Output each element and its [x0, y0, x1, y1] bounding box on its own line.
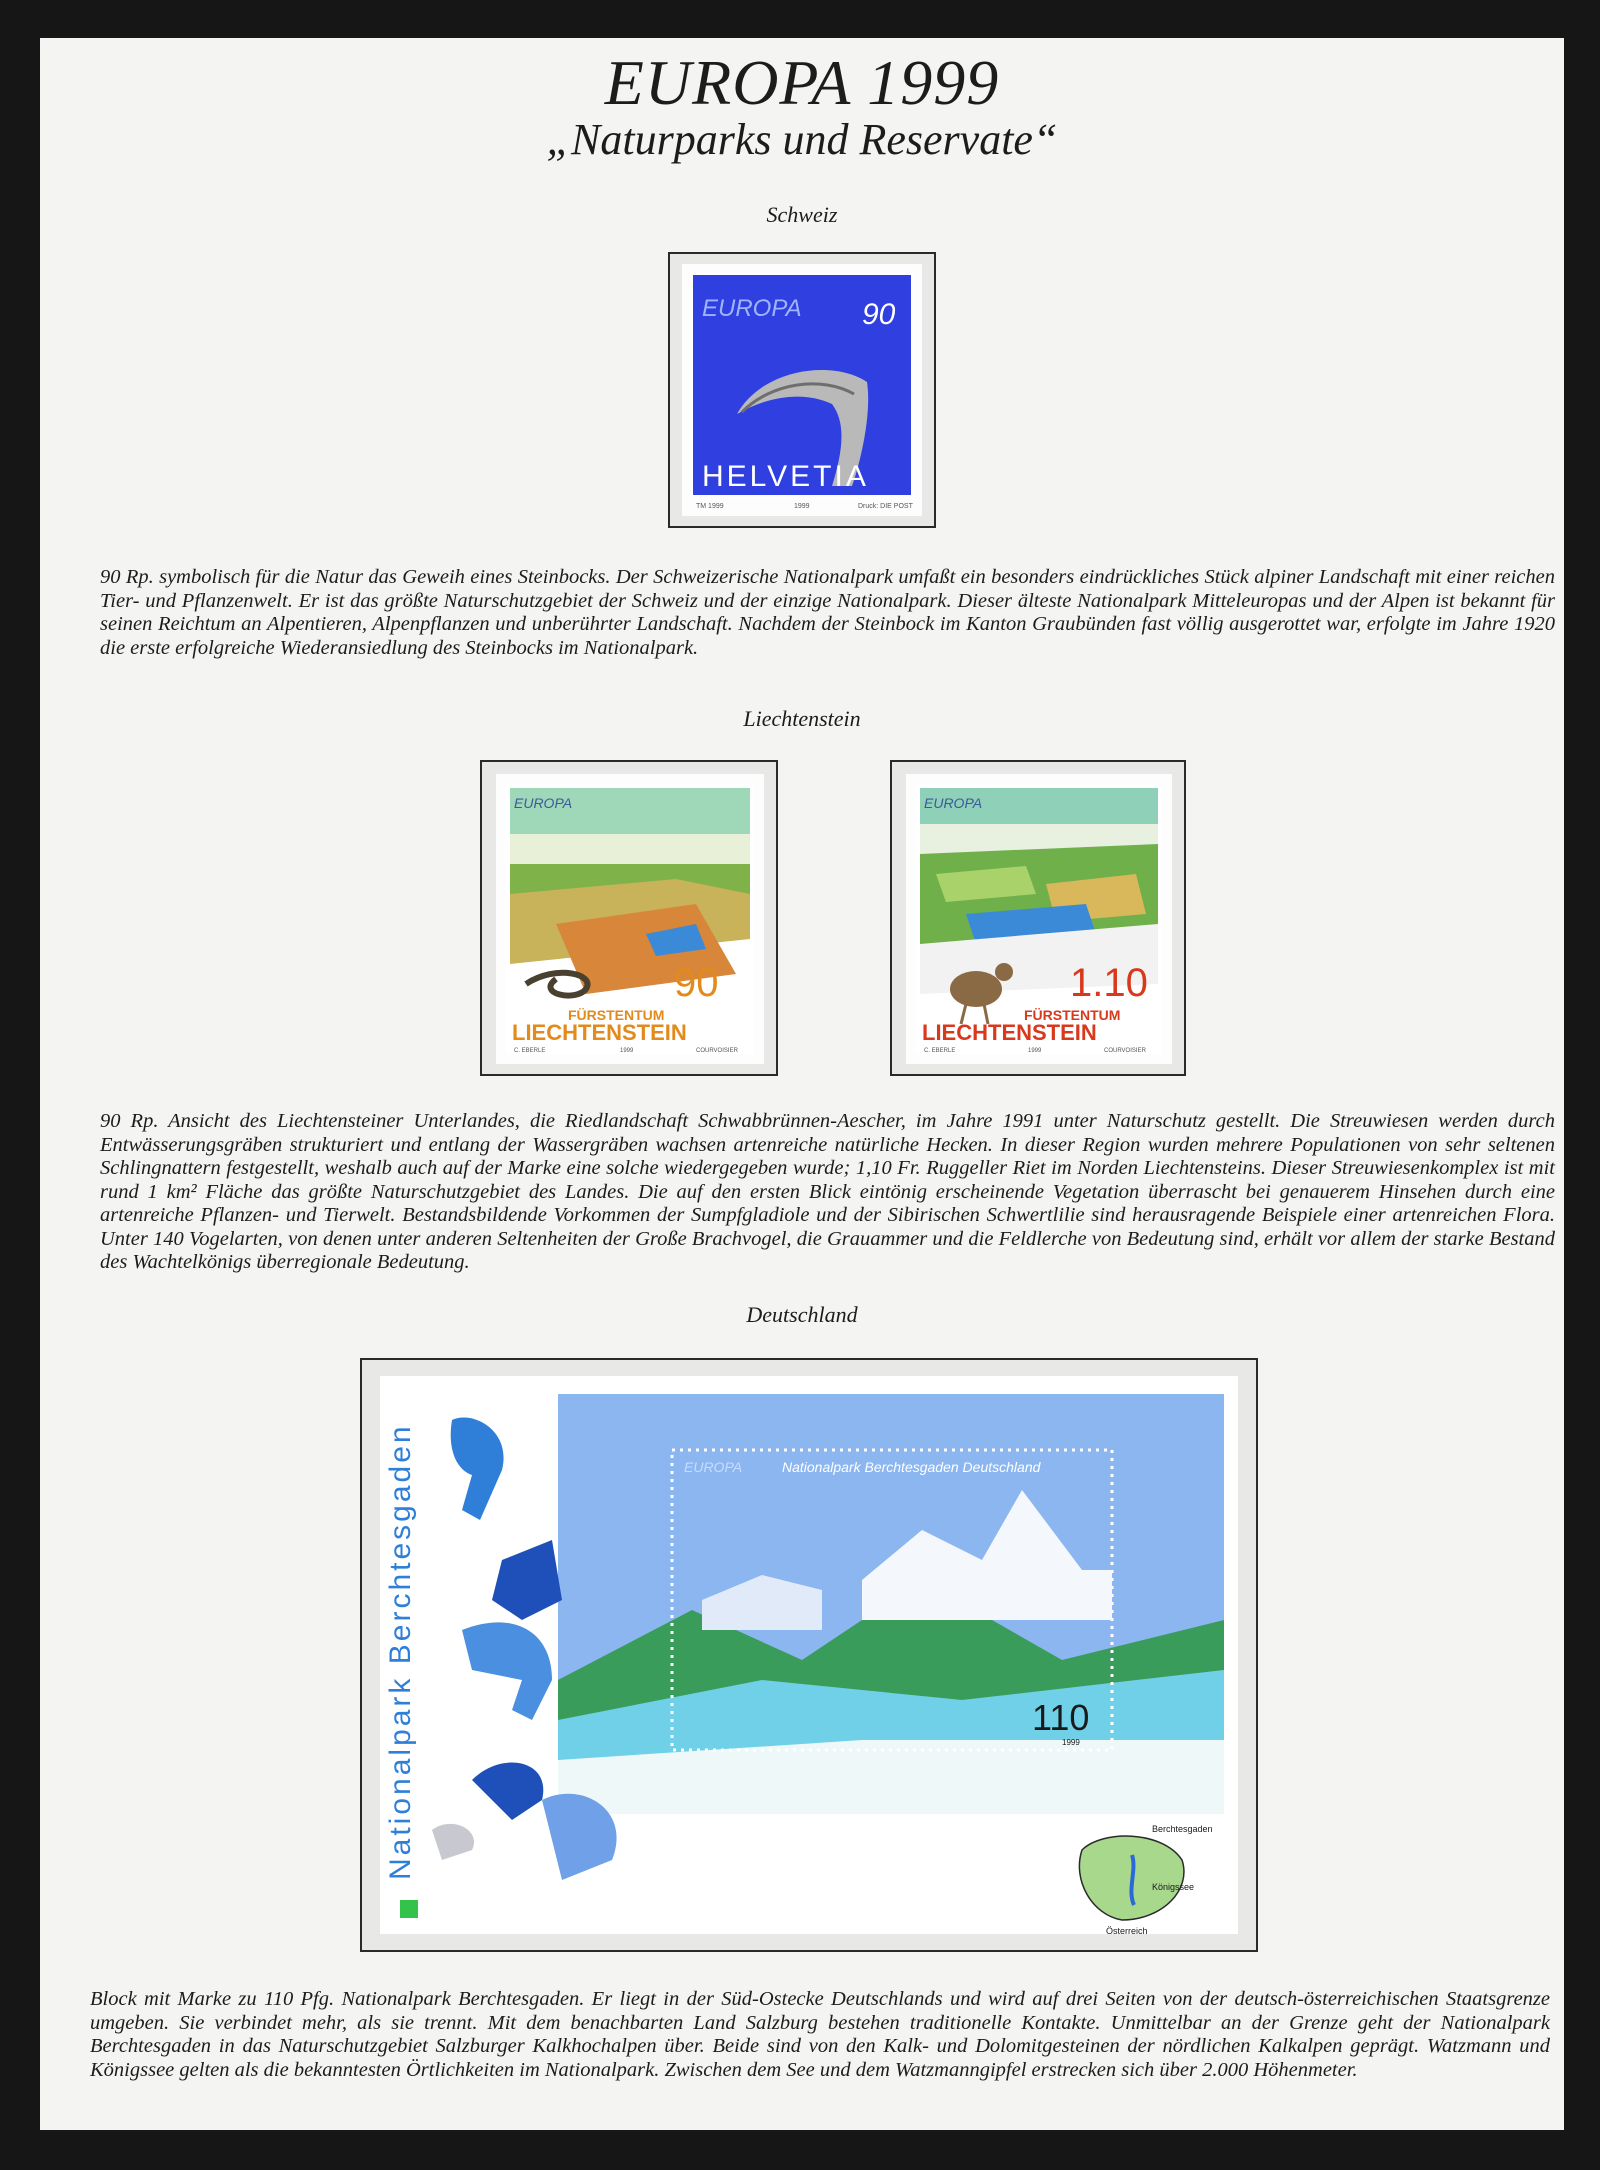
stamp-liechtenstein-90-imprint-mid: 1999: [620, 1048, 634, 1054]
album-page: [40, 38, 1564, 2130]
stamp-mount-liechtenstein-1: [480, 760, 778, 1076]
stamp-schweiz-brand: EUROPA: [702, 295, 802, 322]
stamp-liechtenstein-90-artwork: [496, 774, 764, 1064]
stamp-schweiz-country: HELVETIA: [702, 460, 869, 493]
stamp-liechtenstein-110-value: 1.10: [1070, 961, 1148, 1005]
stamp-liechtenstein-90-line2: LIECHTENSTEIN: [512, 1020, 687, 1045]
sheet-stamp-brand: EUROPA: [684, 1459, 743, 1475]
stamp-liechtenstein-110-imprint-left: C. EBERLE: [924, 1048, 956, 1054]
description-schweiz: 90 Rp. symbolisch für die Natur das Geweih eines Steinbocks. Der Schweizerische Nationalpark umfaßt ein besonders eindrückliches Stück alpiner Landschaft mit einer reichen Tier- und Pflanzenwelt. Er ist das größte Naturschutzgebiet der Schweiz und der einzige Nationalpark. Dieser älteste Nationalpark Mitteleuropas und der Alpen ist bekannt für seinen Reichtum an Alpentieren, Alpenpflanzen und unberührter Landschaft. Nachdem der Steinbock im Kanton Graubünden fast völlig ausgerottet war, erfolgte im Jahre 1920 die erste erfolgreiche Wiederansiedlung des Steinbocks im Nationalpark.: [100, 566, 1555, 659]
sheet-stamp-value: 110: [1032, 1697, 1090, 1738]
description-deutschland: Block mit Marke zu 110 Pfg. Nationalpark Berchtesgaden. Er liegt in der Süd-Ostecke Deutschlands und wird auf drei Seiten von der deutsch-österreichischen Staatsgrenze umgeben. Sie verbindet mehr, als sie trennt. Mit dem benachbarten Land Salzburg bestehen traditionelle Kontakte. Unmittelbar an der Grenze geht der Nationalpark Berchtesgaden in das Naturschutzgebiet Salzburger Kalkhochalpen über. Beide sind von den Kalk- und Dolomitgesteinen der nördlichen Kalkalpen geprägt. Watzmann und Königssee gelten als die bekanntesten Örtlichkeiten im Nationalpark. Zwischen dem See und dem Watzmanngipfel erstrecken sich über 2.000 Höhenmeter.: [90, 1988, 1550, 2081]
stamp-schweiz-value: 90: [862, 298, 896, 331]
stamp-schweiz-imprint-right: Druck: DIE POST: [858, 503, 913, 510]
map-label-koenigssee: Königssee: [1152, 1882, 1195, 1892]
stamp-liechtenstein-110-brand: EUROPA: [924, 795, 983, 811]
stamp-liechtenstein-110-imprint-right: COURVOISIER: [1104, 1048, 1146, 1054]
sheet-stamp-year: 1999: [1062, 1738, 1080, 1747]
stamp-liechtenstein-110-artwork: [906, 774, 1172, 1064]
map-label-berchtesgaden: Berchtesgaden: [1152, 1824, 1213, 1834]
page-title: EUROPA 1999: [604, 47, 1000, 118]
stamp-mount-schweiz: [668, 252, 936, 528]
section-heading-liechtenstein: Liechtenstein: [743, 706, 861, 731]
section-heading-schweiz: Schweiz: [766, 202, 838, 227]
stamp-schweiz-90: [682, 264, 922, 516]
stamp-liechtenstein-110-line1: FÜRSTENTUM: [1024, 1007, 1121, 1023]
stamp-liechtenstein-90: [496, 774, 764, 1064]
stamp-liechtenstein-90-line1: FÜRSTENTUM: [568, 1007, 665, 1023]
souvenir-sheet-mount: [360, 1358, 1258, 1952]
green-square-icon: [400, 1900, 418, 1918]
stamp-schweiz-imprint-left: TM 1999: [696, 503, 724, 510]
stamp-liechtenstein-110-line2: LIECHTENSTEIN: [922, 1020, 1097, 1045]
souvenir-sheet-artwork: [362, 1360, 1256, 1950]
stamp-liechtenstein-110: [906, 774, 1172, 1064]
sheet-stamp-title: Nationalpark Berchtesgaden Deutschland: [782, 1459, 1041, 1475]
stamp-liechtenstein-110-imprint-mid: 1999: [1028, 1048, 1042, 1054]
stamp-schweiz-artwork: [682, 264, 922, 516]
map-label-oesterreich: Österreich: [1106, 1926, 1148, 1936]
stamp-mount-liechtenstein-2: [890, 760, 1186, 1076]
section-heading-deutschland: Deutschland: [746, 1302, 858, 1327]
page-subtitle: „Naturparks und Reservate“: [546, 115, 1058, 164]
stamp-liechtenstein-90-imprint-right: COURVOISIER: [696, 1048, 738, 1054]
description-liechtenstein: 90 Rp. Ansicht des Liechtensteiner Unterlandes, die Riedlandschaft Schwabbrünnen-Aescher, im Jahre 1991 unter Naturschutz gestellt. Die Streuwiesen werden durch Entwässerungsgräben strukturiert und entlang der Wassergräben wachsen artenreiche natürliche Hecken. In dieser Region wurden mehrere Populationen von sehr seltenen Schlingnattern festgestellt, weshalb auch auf der Marke eine solche wiedergegeben wurde; 1,10 Fr. Ruggeller Riet im Norden Liechtensteins. Dieser Streuwiesenkomplex ist mit rund 1 km² Fläche das größte Naturschutzgebiet des Landes. Die auf den ersten Blick eintönig erscheinende Vegetation überrascht bei genauerem Hinsehen durch eine artenreiche Pflanzen- und Tierwelt. Bestandsbildende Vorkommen der Sumpfgladiole und der Sibirischen Schwertlilie sind herausragende Beispiele einer artenreichen Flora. Unter 140 Vogelarten, von denen unter anderen Seltenheiten der Große Brachvogel, die Grauammer und die Feldlerche von Bedeutung sind, erhält vor allem der starke Bestand des Wachtelkönigs überregionale Bedeutung.: [100, 1110, 1555, 1273]
stamp-liechtenstein-90-value: 90: [674, 961, 719, 1005]
sheet-vertical-title: Nationalpark Berchtesgaden: [384, 1423, 417, 1880]
stamp-liechtenstein-90-brand: EUROPA: [514, 795, 573, 811]
stamp-schweiz-imprint-mid: 1999: [794, 503, 810, 510]
stamp-liechtenstein-90-imprint-left: C. EBERLE: [514, 1048, 546, 1054]
